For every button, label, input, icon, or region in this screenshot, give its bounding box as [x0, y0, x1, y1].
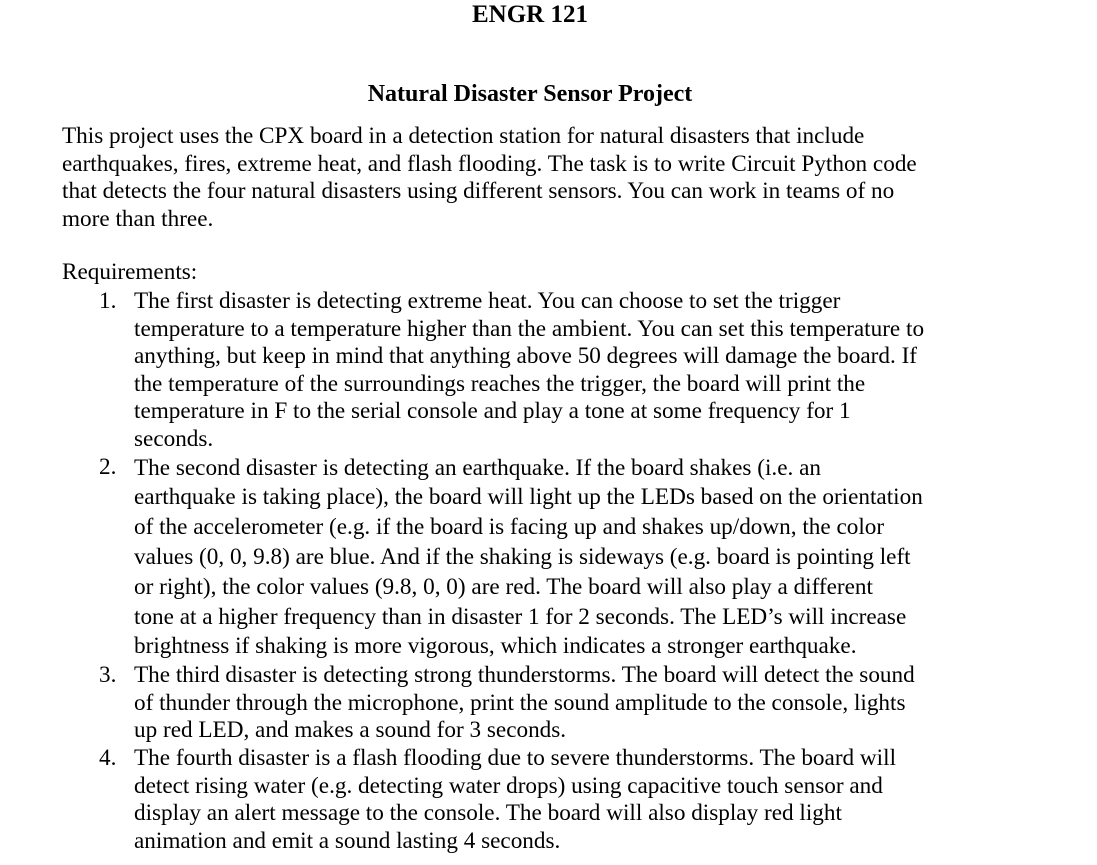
requirement-line: earthquake is taking place), the board will light up the LEDs based on the orientation	[134, 484, 923, 511]
requirement-line: of thunder through the microphone, print the sound amplitude to the console, lights	[134, 689, 906, 716]
requirement-number: 3.	[99, 662, 117, 689]
requirement-item-1	[0, 288, 1097, 454]
requirement-item-3	[0, 662, 1097, 745]
requirement-line: temperature in F to the serial console and play a tone at some frequency for 1	[134, 398, 851, 425]
requirements-heading: Requirements:	[62, 259, 198, 285]
requirement-line: values (0, 0, 9.8) are blue. And if the shaking is sideways (e.g. board is pointing left	[134, 543, 911, 570]
requirement-line: The fourth disaster is a flash flooding due to severe thunderstorms. The board will	[134, 744, 897, 771]
intro-paragraph	[62, 123, 1062, 233]
requirement-line: seconds.	[134, 425, 214, 452]
requirement-line: detect rising water (e.g. detecting water drops) using capacitive touch sensor and	[134, 772, 883, 799]
requirement-line: of the accelerometer (e.g. if the board is facing up and shakes up/down, the color	[134, 514, 885, 541]
requirement-number: 4.	[99, 744, 117, 771]
requirement-number: 2.	[99, 453, 117, 480]
project-title-heading: Natural Disaster Sensor Project	[367, 81, 693, 107]
requirement-line: The first disaster is detecting extreme heat. You can choose to set the trigger	[134, 288, 841, 314]
requirements-list	[0, 288, 1097, 855]
requirement-item-2	[0, 454, 1097, 663]
requirement-line: brightness if shaking is more vigorous, which indicates a stronger earthquake.	[134, 633, 857, 660]
requirement-line: anything, but keep in mind that anything above 50 degrees will damage the board. If	[134, 343, 918, 370]
requirement-line: tone at a higher frequency than in disaster 1 for 2 seconds. The LED’s will increase	[134, 603, 907, 630]
requirement-line: The second disaster is detecting an earthquake. If the board shakes (i.e. an	[134, 454, 821, 481]
requirement-line: the temperature of the surroundings reaches the trigger, the board will print the	[134, 370, 866, 397]
requirement-line: display an alert message to the console. The board will also display red light	[134, 800, 842, 827]
intro-line: This project uses the CPX board in a detection station for natural disasters that include	[62, 123, 865, 149]
requirement-line: temperature to a temperature higher than the ambient. You can set this temperature to	[134, 315, 925, 342]
requirement-line: The third disaster is detecting strong thunderstorms. The board will detect the sound	[134, 662, 915, 689]
intro-line: more than three.	[62, 205, 214, 232]
requirement-number: 1.	[99, 288, 117, 314]
requirement-item-4	[0, 745, 1097, 855]
intro-line: earthquakes, fires, extreme heat, and flash flooding. The task is to write Circuit Python code	[62, 150, 917, 177]
requirement-line: animation and emit a sound lasting 4 seconds.	[134, 827, 561, 854]
requirement-line: or right), the color values (9.8, 0, 0) are red. The board will also play a different	[134, 573, 873, 600]
requirement-line: up red LED, and makes a sound for 3 seconds.	[134, 717, 567, 744]
intro-line: that detects the four natural disasters using different sensors. You can work in teams of no	[62, 178, 895, 204]
course-code-heading: ENGR 121	[472, 1, 588, 28]
